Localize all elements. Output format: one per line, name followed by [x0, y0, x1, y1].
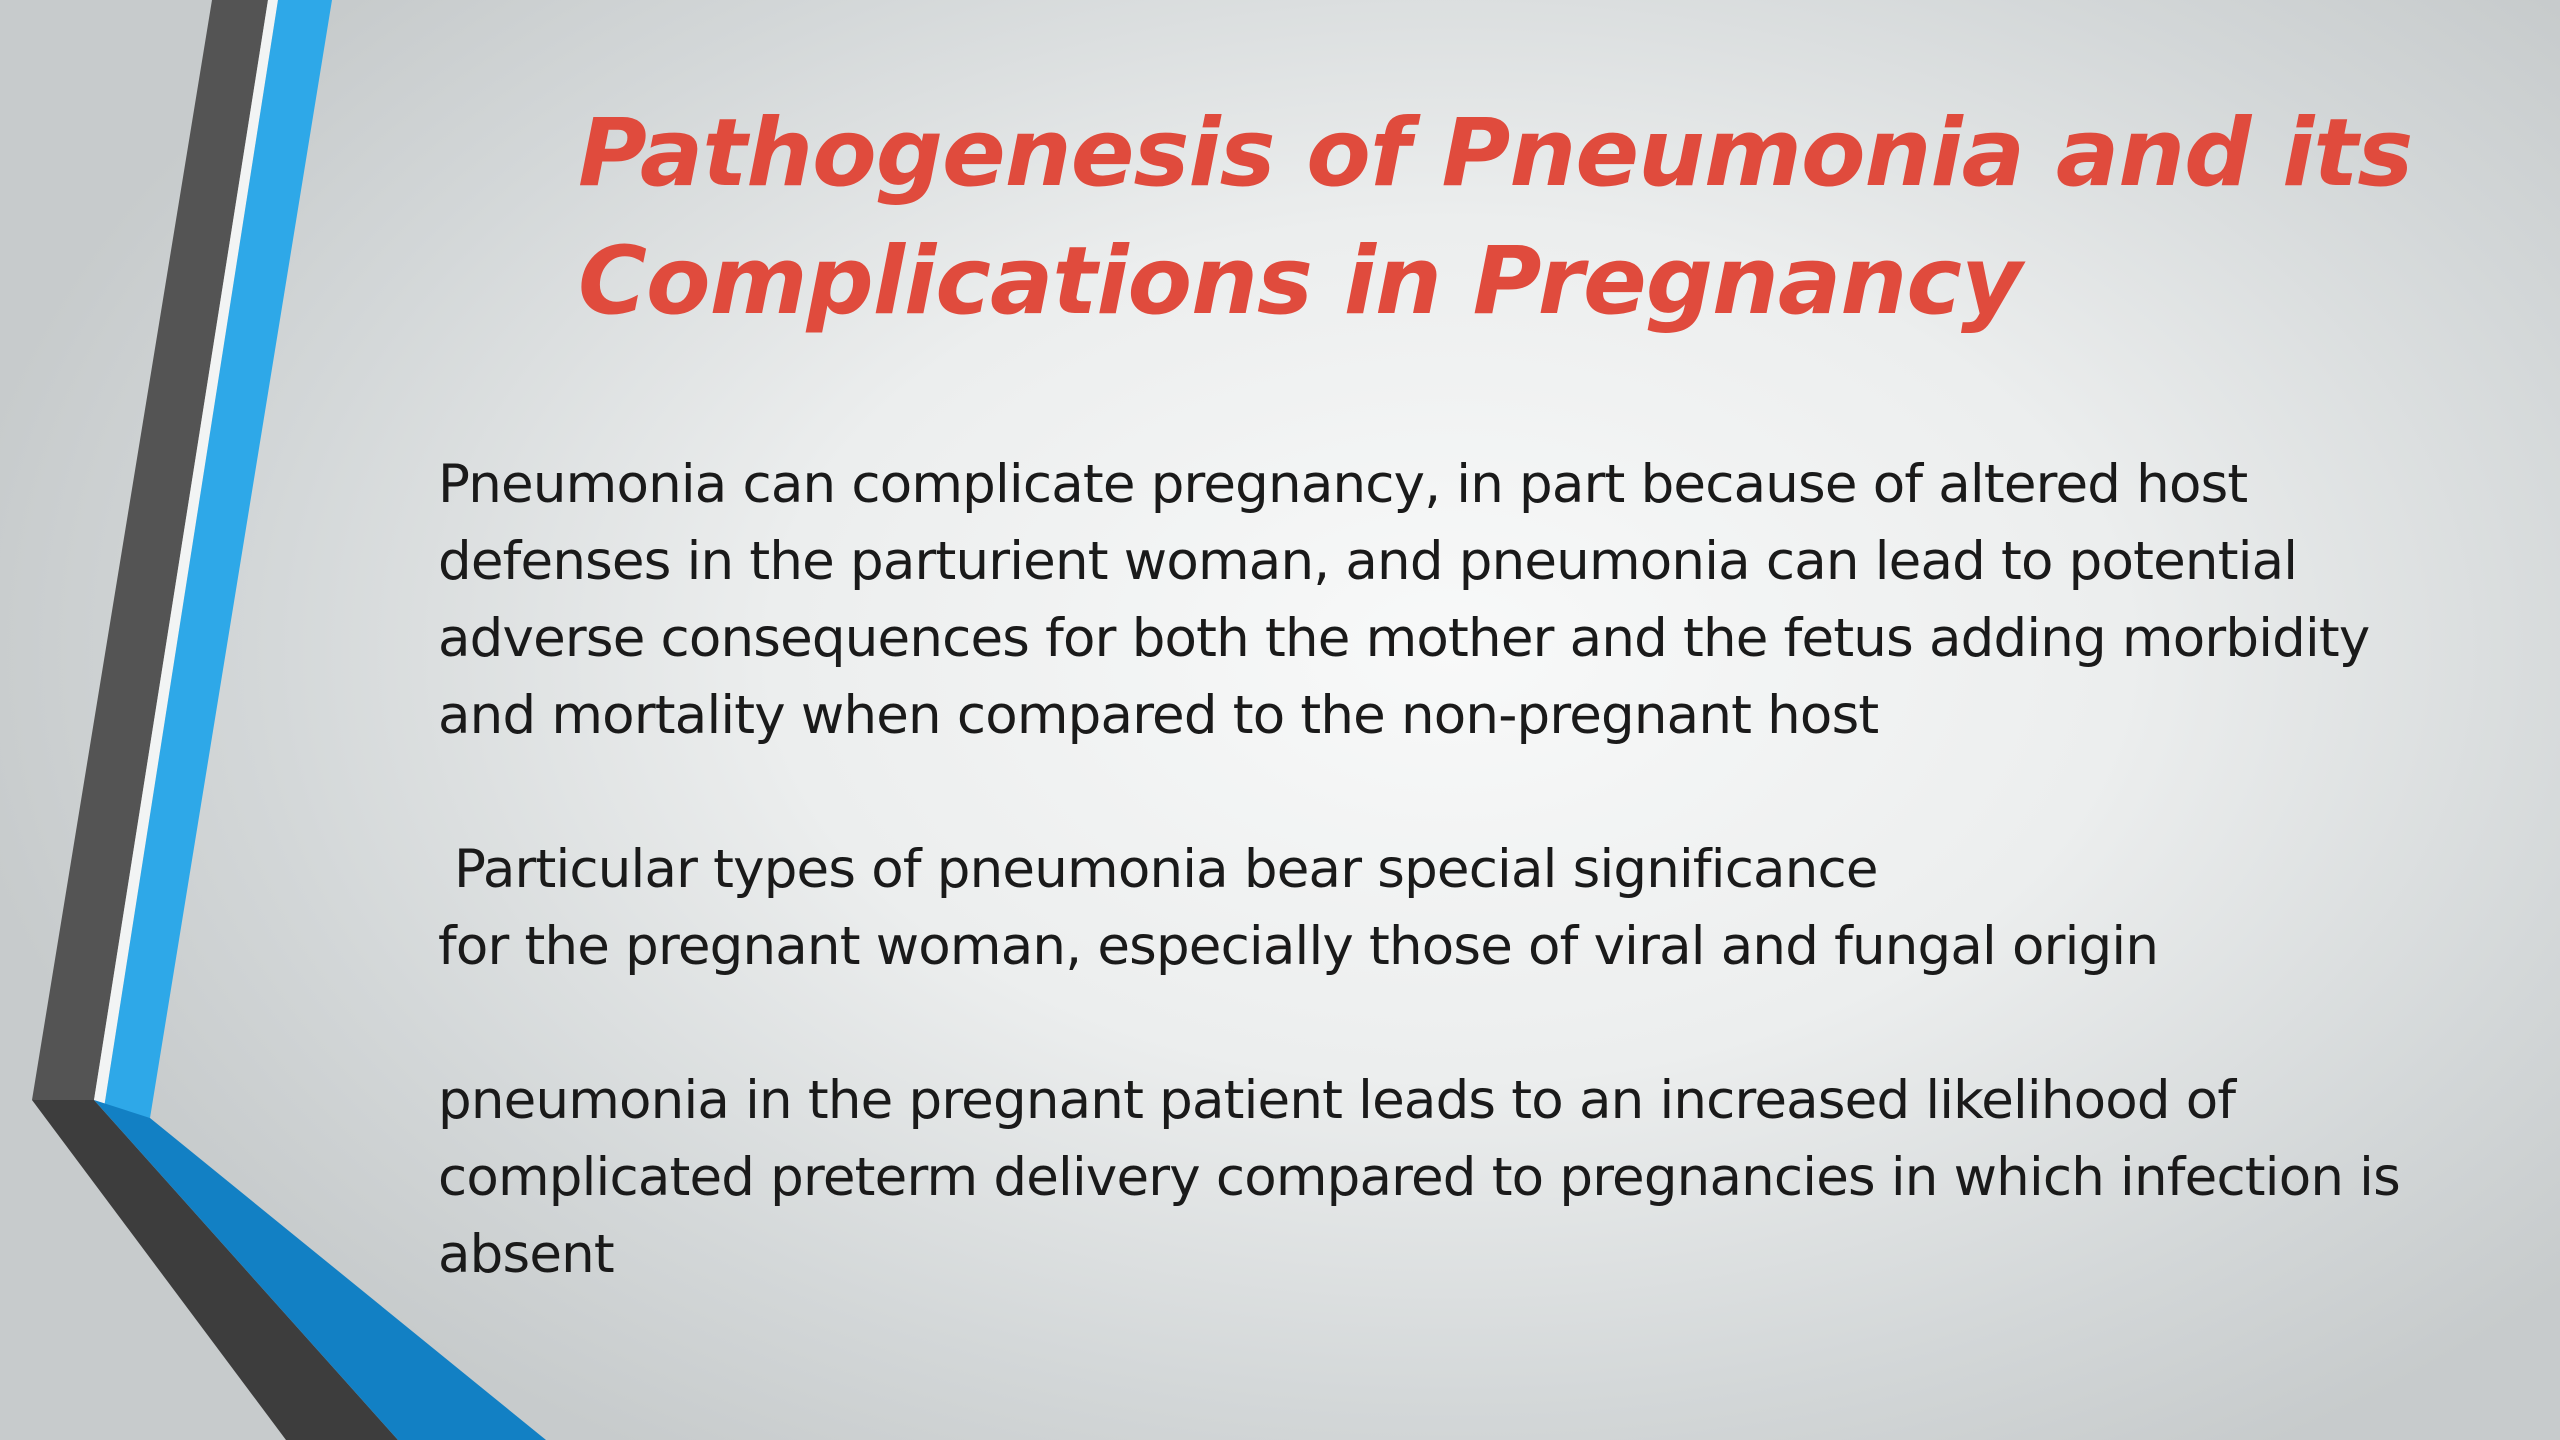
paragraph-line: absent — [438, 1224, 614, 1285]
paragraph-particular-types — [438, 831, 2518, 985]
paragraph-line: and mortality when compared to the non-pregnant host — [438, 685, 1879, 746]
paragraph-line: defenses in the parturient woman, and pneumonia can lead to potential — [438, 531, 2298, 592]
gray-stripe-diagonal — [32, 1100, 398, 1440]
slide-title — [578, 90, 2478, 346]
paragraph-preterm-delivery — [438, 1062, 2518, 1293]
paragraph-line: adverse consequences for both the mother and the fetus adding morbidity — [438, 608, 2370, 669]
slide-body — [438, 446, 2518, 1370]
slide-title-line-2: Complications in Pregnancy — [578, 227, 2022, 336]
paragraph-line: Particular types of pneumonia bear special significance — [438, 839, 1878, 900]
paragraph-line: Pneumonia can complicate pregnancy, in part because of altered host — [438, 454, 2248, 515]
paragraph-line: complicated preterm delivery compared to pregnancies in which infection is — [438, 1147, 2400, 1208]
paragraph-pneumonia-complications — [438, 446, 2518, 754]
slide-title-line-1: Pathogenesis of Pneumonia and its — [578, 99, 2413, 208]
paragraph-line: for the pregnant woman, especially those of viral and fungal origin — [438, 916, 2159, 977]
paragraph-line: pneumonia in the pregnant patient leads to an increased likelihood of — [438, 1070, 2236, 1131]
